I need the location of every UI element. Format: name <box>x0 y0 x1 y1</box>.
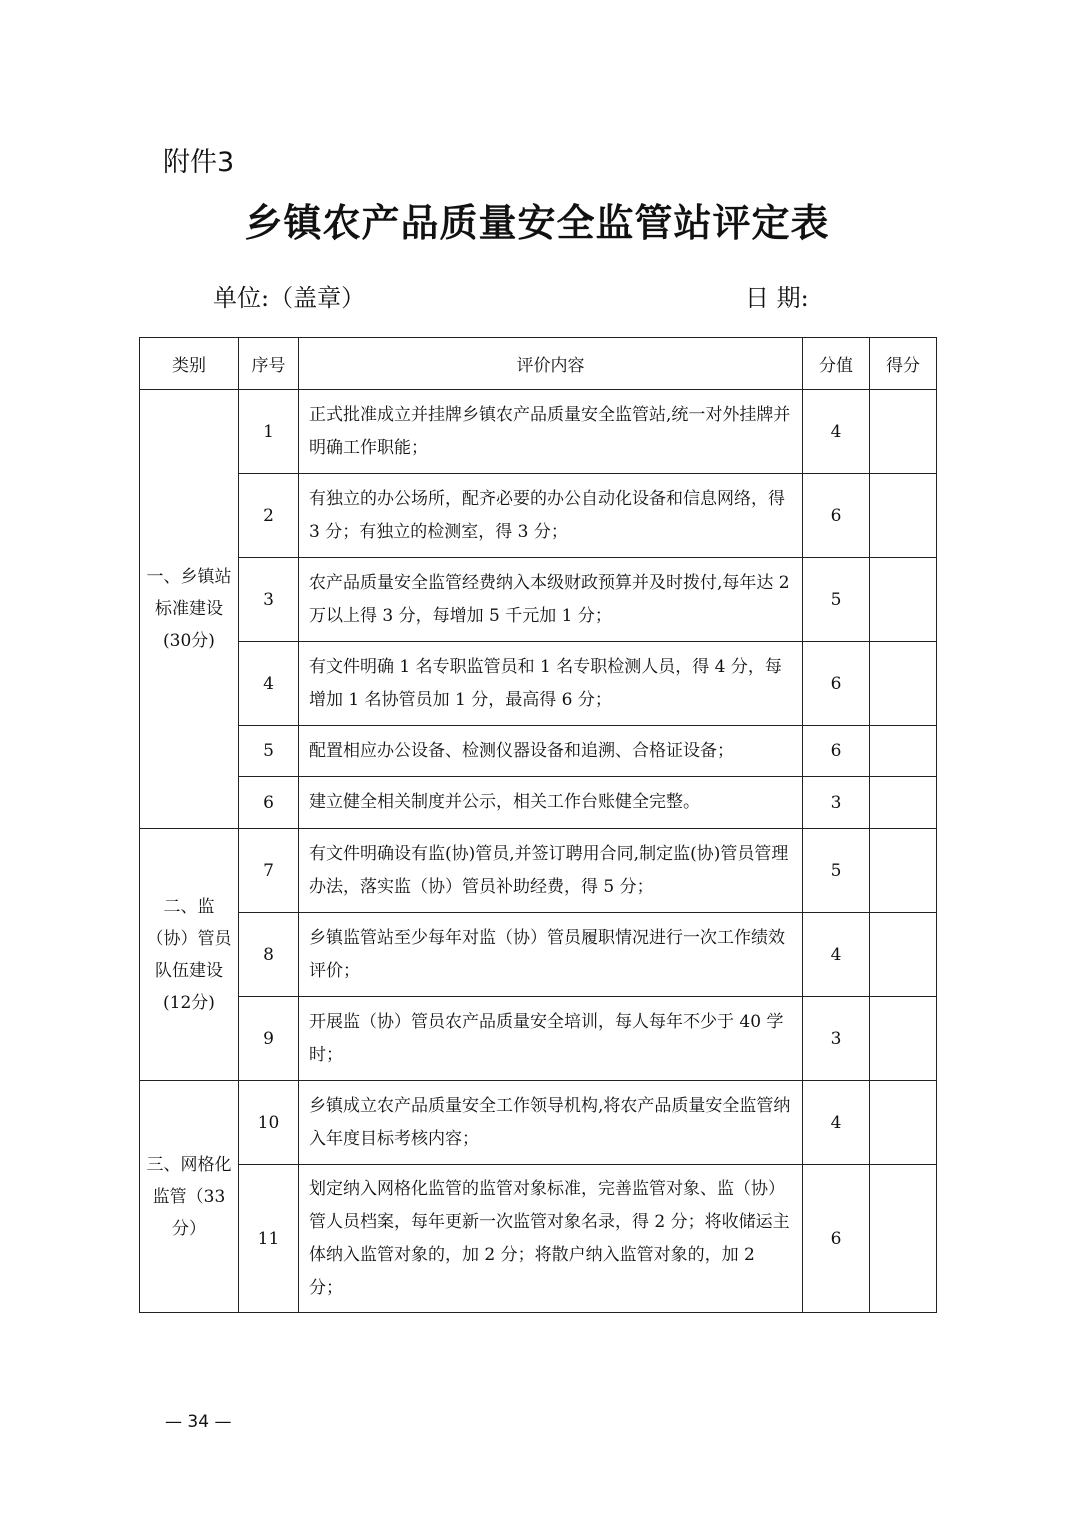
row-content: 划定纳入网格化监管的监管对象标准，完善监管对象、监（协）管人员档案，每年更新一次监管对象名录，得 2 分；将收储运主体纳入监管对象的，加 2 分；将散户纳入监管对象的，加 2 分； <box>299 1165 803 1313</box>
table-row <box>140 474 937 558</box>
row-content: 有文件明确设有监(协)管员,并签订聘用合同,制定监(协)管员管理办法，落实监（协）管员补助经费，得 5 分； <box>299 829 803 913</box>
row-number: 3 <box>239 558 299 642</box>
table-row <box>140 1081 937 1165</box>
row-number: 8 <box>239 913 299 997</box>
row-content: 农产品质量安全监管经费纳入本级财政预算并及时拨付,每年达 2 万以上得 3 分，每增加 5 千元加 1 分； <box>299 558 803 642</box>
row-number: 10 <box>239 1081 299 1165</box>
table-row <box>140 642 937 726</box>
row-number: 2 <box>239 474 299 558</box>
table-row <box>140 913 937 997</box>
column-header-obtained: 得分 <box>870 338 937 390</box>
row-content: 有文件明确 1 名专职监管员和 1 名专职检测人员，得 4 分，每增加 1 名协管员加 1 分，最高得 6 分； <box>299 642 803 726</box>
row-score: 4 <box>803 1081 870 1165</box>
category-cell: 三、网格化监管（33分） <box>140 1081 239 1313</box>
row-score: 6 <box>803 642 870 726</box>
row-number: 11 <box>239 1165 299 1313</box>
row-content: 正式批准成立并挂牌乡镇农产品质量安全监管站,统一对外挂牌并明确工作职能； <box>299 390 803 474</box>
row-score: 3 <box>803 777 870 829</box>
date-label: 日 期: <box>745 284 809 312</box>
row-obtained[interactable] <box>870 829 937 913</box>
table-row <box>140 390 937 474</box>
attachment-label: 附件3 <box>163 147 235 178</box>
table-row <box>140 1165 937 1313</box>
row-score: 5 <box>803 558 870 642</box>
unit-label: 单位:（盖章） <box>213 284 366 312</box>
column-header-category: 类别 <box>140 338 239 390</box>
category-cell: 二、监（协）管员队伍建设(12分) <box>140 829 239 1081</box>
row-score: 6 <box>803 474 870 558</box>
row-score: 4 <box>803 913 870 997</box>
row-obtained[interactable] <box>870 474 937 558</box>
document-title: 乡镇农产品质量安全监管站评定表 <box>244 200 830 245</box>
column-header-content: 评价内容 <box>299 338 803 390</box>
row-obtained[interactable] <box>870 1081 937 1165</box>
category-cell: 一、乡镇站标准建设(30分) <box>140 390 239 829</box>
row-number: 9 <box>239 997 299 1081</box>
row-content: 乡镇成立农产品质量安全工作领导机构,将农产品质量安全监管纳入年度目标考核内容； <box>299 1081 803 1165</box>
row-obtained[interactable] <box>870 558 937 642</box>
table-row <box>140 829 937 913</box>
row-obtained[interactable] <box>870 997 937 1081</box>
row-number: 7 <box>239 829 299 913</box>
row-number: 5 <box>239 726 299 777</box>
table-header-row <box>140 338 937 390</box>
table-row <box>140 997 937 1081</box>
table-row <box>140 558 937 642</box>
row-score: 3 <box>803 997 870 1081</box>
row-obtained[interactable] <box>870 913 937 997</box>
column-header-score: 分值 <box>803 338 870 390</box>
row-score: 6 <box>803 1165 870 1313</box>
row-obtained[interactable] <box>870 1165 937 1313</box>
row-content: 乡镇监管站至少每年对监（协）管员履职情况进行一次工作绩效评价； <box>299 913 803 997</box>
column-header-number: 序号 <box>239 338 299 390</box>
row-obtained[interactable] <box>870 390 937 474</box>
row-number: 6 <box>239 777 299 829</box>
row-content: 开展监（协）管员农产品质量安全培训，每人每年不少于 40 学时； <box>299 997 803 1081</box>
row-content: 配置相应办公设备、检测仪器设备和追溯、合格证设备； <box>299 726 803 777</box>
row-number: 1 <box>239 390 299 474</box>
table-row <box>140 726 937 777</box>
table-row <box>140 777 937 829</box>
row-content: 建立健全相关制度并公示，相关工作台账健全完整。 <box>299 777 803 829</box>
row-obtained[interactable] <box>870 642 937 726</box>
row-number: 4 <box>239 642 299 726</box>
row-score: 4 <box>803 390 870 474</box>
row-obtained[interactable] <box>870 726 937 777</box>
evaluation-table <box>139 337 937 1313</box>
row-obtained[interactable] <box>870 777 937 829</box>
row-score: 5 <box>803 829 870 913</box>
row-score: 6 <box>803 726 870 777</box>
row-content: 有独立的办公场所，配齐必要的办公自动化设备和信息网络，得 3 分；有独立的检测室，得 3 分； <box>299 474 803 558</box>
page-number: — 34 — <box>165 1412 232 1432</box>
